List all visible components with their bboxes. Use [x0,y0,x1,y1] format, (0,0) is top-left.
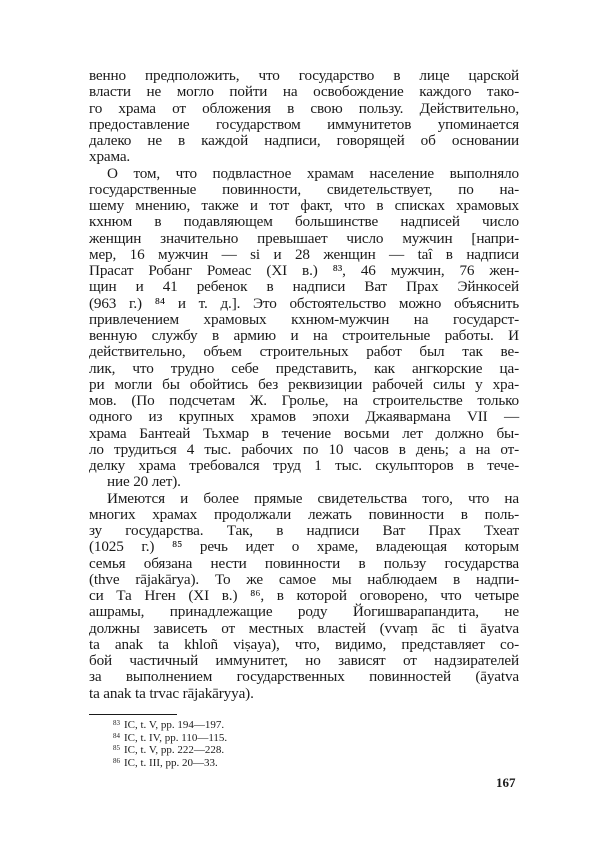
text-line: ta anak ta trvac rājakāryya). [89,684,254,702]
page-number: 167 [496,775,516,790]
text-line: государственные повинности, свидетельствует, по на- [89,180,519,198]
text-line: мов. (По подсчетам Ж. Гролье, на строительстве только [89,392,519,409]
footnote [113,717,227,730]
text-line: храма. [89,148,131,166]
footnote-text: IC, t. V, pp. 222—228. [124,744,225,756]
footnotes [113,717,227,767]
footnote-number: 86 [113,756,120,765]
text-line: Прасат Робанг Ромеас (XI в.) ⁸³, 46 мужчин, 76 жен- [89,262,519,279]
text-line: ние 20 лет). [107,473,181,491]
text-line: женщин значительно превышает число мужчин [напри- [89,229,519,247]
text-line: одного из крупных храмов эпохи Джаявармана VII — [89,408,519,426]
text-line: ри могли бы обойтись без реквизиции рабочей силы у хра- [89,375,519,393]
footnote-number: 85 [113,744,120,752]
text-line: семья обязана нести повинности в пользу государства [89,554,519,572]
body-text [89,68,519,702]
text-line: действительно, объем строительных работ был так ве- [89,343,519,361]
text-line: храма Бантеай Тьхмар в течение восьми лет должно бы- [89,424,519,442]
text-line: должны зависеть от местных властей (vvaṃ āc ti āyatva [89,619,519,637]
text-line: шему мнению, также и тот факт, что в списках храмовых [89,197,519,214]
text-line: привлечением храмовых кхнюм-мужчин на государст- [89,310,519,328]
footnote-number: 84 [113,731,120,740]
text-line: многих храмах продолжали лежать повинности в поль- [89,505,519,523]
text-line: бой частичный иммунитет, но зависят от надзирателей [89,652,519,669]
paragraph-first-line: О том, что подвластное храмам население выполняло [107,164,519,182]
text-line: (thve rājakārya). То же самое мы наблюдаем в надпи- [89,570,519,588]
text-line: щин и 41 ребенок в надписи Ват Прах Эйнкосей [89,278,519,296]
text-line: далеко не в каждой надписи, говорящей об основании [89,132,519,149]
footnote [113,742,227,755]
footnote-number: 83 [113,719,120,727]
text-line: (963 г.) ⁸⁴ и т. д.]. Это обстоятельство можно объяснить [89,294,519,312]
text-line: кхнюм в подавляющем большинстве надписей число [89,213,519,231]
text-line: ta anak ta khloñ viṣaya), что, видимо, представляет со- [89,635,519,653]
text-line: делку храма требовался труд 1 тыс. скульпторов в тече- [89,457,519,474]
footnote-text: IC, t. III, pp. 20—33. [124,756,218,769]
text-line: предоставление государством иммунитетов упоминается [89,115,519,133]
footnote [113,730,227,743]
text-line: зу государства. Так, в надписи Ват Прах Тхеат [89,522,519,539]
footnote-text: IC, t. V, pp. 194—197. [124,719,225,731]
text-line: го храма от обложения в свою пользу. Действительно, [89,99,519,117]
footnote-divider [89,714,177,715]
text-line: ло трудиться 4 тыс. рабочих по 10 часов в день; а на от- [89,440,519,458]
text-line: венную службу в армию и на строительные работы. И [89,327,519,344]
footnote [113,755,227,768]
text-line: власти не могло пойти на освобождение каждого тако- [89,83,519,101]
text-line: за выполнением государственных повинностей (āyatva [89,668,519,686]
text-line: мер, 16 мужчин — si и 28 женщин — taî в надписи [89,245,519,263]
text-line: лик, что трудно себе представить, как ангкорские ца- [89,359,519,377]
text-line: ашрамы, принадлежащие роду Йогишварапандита, не [89,603,519,621]
paragraph-first-line: Имеются и более прямые свидетельства того, что на [107,489,519,507]
footnote-text: IC, t. IV, pp. 110—115. [124,731,228,744]
text-line: (1025 г.) ⁸⁵ речь идет о храме, владеющая которым [89,538,519,556]
text-line: си Та Нген (XI в.) ⁸⁶, в которой оговорено, что четыре [89,587,519,604]
text-line: венно предположить, что государство в лице царской [89,67,519,84]
